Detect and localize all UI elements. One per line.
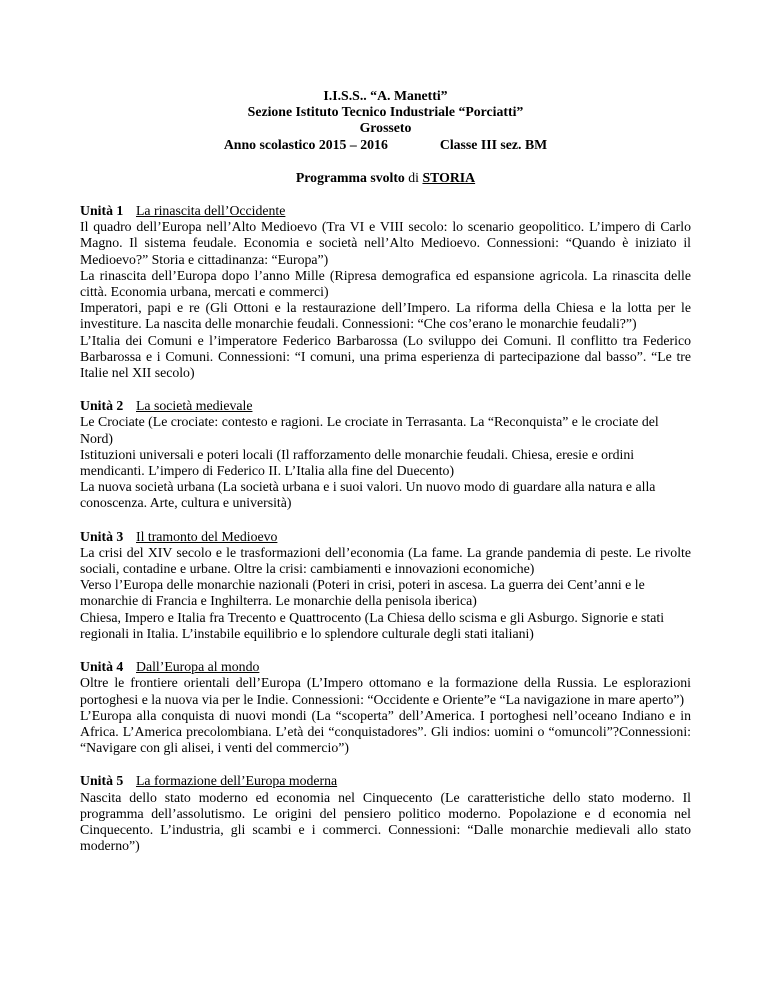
unit-paragraph: Le Crociate (Le crociate: contesto e ragioni. Le crociate in Terrasanta. La “Reconquista” e le crociate del Nord): [80, 414, 659, 446]
unit-paragraph: La nuova società urbana (La società urbana e i suoi valori. Un nuovo modo di guardare alla natura e alla conoscenza. Arte, cultura e università): [80, 479, 656, 511]
unit-1: [80, 203, 691, 381]
unit-number: Unità 1: [80, 203, 124, 219]
unit-5: [80, 773, 691, 854]
unit-title: Dall’Europa al mondo: [136, 659, 260, 675]
program-subject: STORIA: [422, 169, 476, 185]
unit-title: La società medievale: [136, 398, 253, 414]
unit-paragraph: Il quadro dell’Europa nell’Alto Medioevo (Tra VI e VIII secolo: lo scenario geopolitico. L’impero di Carlo Magno. Il sistema feudale. Economia e società nell’Alto Medioevo. Connessioni: “Quando è iniziato il Medioevo?” Storia e cittadinanza: “Europa”): [80, 219, 691, 267]
unit-heading: [80, 203, 691, 219]
document-header: [80, 88, 691, 153]
document-page: [80, 0, 691, 854]
unit-paragraph: Verso l’Europa delle monarchie nazionali (Poteri in crisi, poteri in ascesa. La guerra dei Cent’anni e le monarchie di Francia e Inghilterra. Le monarchie della penisola iberica): [80, 577, 645, 609]
unit-3: [80, 529, 691, 642]
unit-paragraph: La crisi del XIV secolo e le trasformazioni dell’economia (La fame. La grande pandemia di peste. Le rivolte sociali, contadine e urbane. Oltre la crisi: cambiamenti e innovazioni economiche): [80, 544, 691, 577]
unit-heading: [80, 398, 691, 414]
unit-paragraph: Istituzioni universali e poteri locali (Il rafforzamento delle monarchie feudali. Chiesa, eresie e ordini mendicanti. L’impero di Federico II. L’Italia alla fine del Duecento): [80, 446, 635, 479]
unit-4: [80, 659, 691, 756]
unit-number: Unità 5: [80, 773, 124, 789]
unit-paragraph: La rinascita dell’Europa dopo l’anno Mille (Ripresa demografica ed espansione agricola. La rinascita delle città. Economia urbana, mercati e commerci): [80, 267, 691, 300]
program-connector: di: [408, 169, 420, 185]
program-prefix: Programma svolto: [295, 169, 405, 185]
unit-title: Il tramonto del Medioevo: [136, 528, 278, 544]
unit-title: La rinascita dell’Occidente: [136, 203, 286, 219]
year-class-row: [80, 137, 691, 153]
unit-paragraph: L’Italia dei Comuni e l’imperatore Federico Barbarossa (Lo sviluppo dei Comuni. Il conflitto tra Federico Barbarossa e i Comuni. Connessioni: “I comuni, una prima esperienza di partecipazione dal basso”. “Le tre Italie nel XII secolo): [80, 332, 691, 381]
unit-title: La formazione dell’Europa moderna: [136, 773, 338, 789]
unit-heading: [80, 659, 691, 675]
school-name: I.I.S.S.. “A. Manetti”: [323, 88, 448, 103]
school-city: Grosseto: [359, 120, 412, 136]
class-label: Classe III sez. BM: [439, 136, 548, 152]
unit-2: [80, 398, 691, 511]
program-title: [80, 170, 691, 186]
unit-number: Unità 3: [80, 528, 124, 544]
unit-paragraph: Oltre le frontiere orientali dell’Europa (L’Impero ottomano e la formazione della Russia. Le esplorazioni portoghesi e la nuova via per le Indie. Connessioni: “Occidente e Oriente”e “La navigazione in mare aperto”): [80, 675, 691, 707]
unit-paragraph: Imperatori, papi e re (Gli Ottoni e la restaurazione dell’Impero. La riforma della Chiesa e la lotta per le investiture. La nascita delle monarchie feudali. Connessioni: “Che cos’erano le monarchie feudali?”): [80, 300, 691, 332]
school-year: Anno scolastico 2015 – 2016: [223, 136, 388, 152]
unit-number: Unità 4: [80, 659, 124, 675]
unit-paragraph: Nascita dello stato moderno ed economia nel Cinquecento (Le caratteristiche dello stato moderno. Il programma dell’assolutismo. Le origini del pensiero politico moderno. Popolazione e d economia nel Cinquecento. L’industria, gli scambi e i commerci. Connessioni: “Dalle monarchie medievali allo stato moderno”): [80, 789, 691, 854]
unit-paragraph: Chiesa, Impero e Italia fra Trecento e Quattrocento (La Chiesa dello scisma e gli Asburgo. Signorie e stati regionali in Italia. L’instabile equilibrio e lo splendore culturale degli stati italiani): [80, 609, 665, 641]
unit-heading: [80, 773, 691, 789]
unit-heading: [80, 529, 691, 545]
unit-number: Unità 2: [80, 398, 124, 414]
school-section: Sezione Istituto Tecnico Industriale “Porciatti”: [247, 104, 524, 120]
unit-paragraph: L’Europa alla conquista di nuovi mondi (La “scoperta” dell’America. I portoghesi nell’oceano Indiano e in Africa. L’America precolombiana. L’età dei “conquistadores”. Gli indios: uomini o “omuncoli”?Connessioni: “Navigare con gli alisei, i venti del commercio”): [80, 707, 691, 756]
